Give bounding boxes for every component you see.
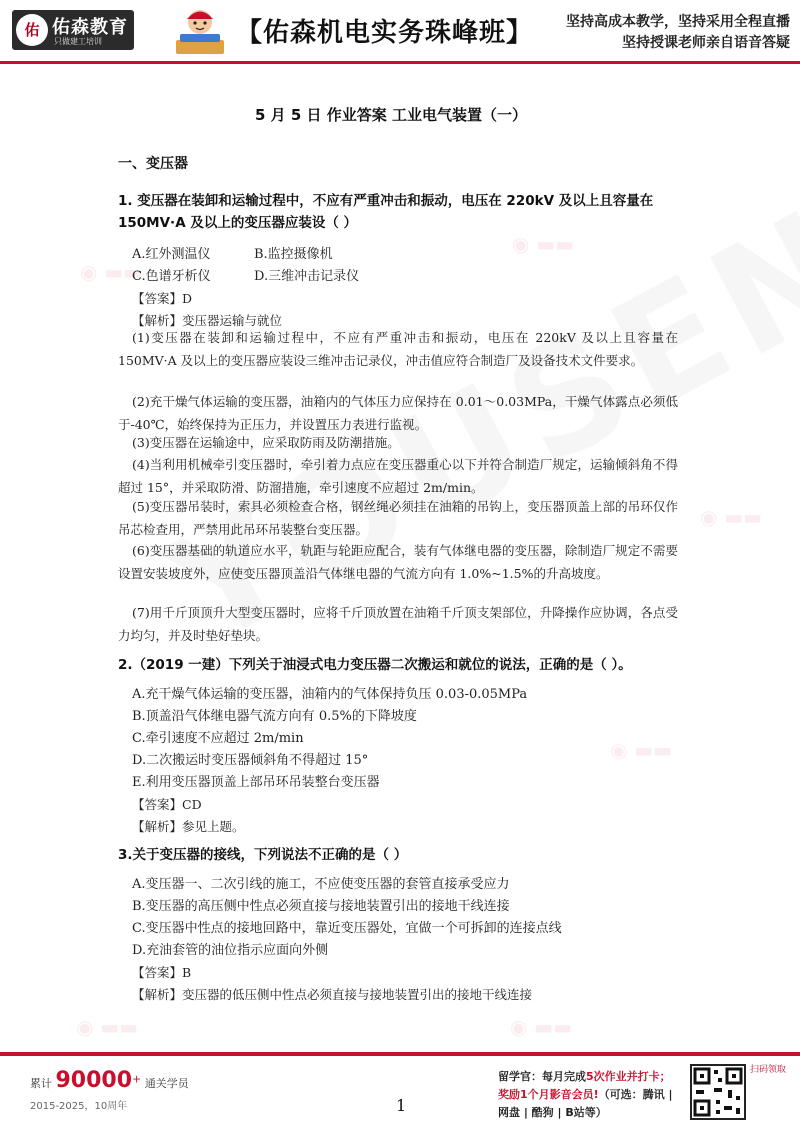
q3-option-d: D.充油套管的油位指示应面向外侧 bbox=[132, 943, 329, 958]
promo-line2-highlight: 奖励1个月影音会员! bbox=[498, 1088, 599, 1101]
q2-option-e: E.利用变压器顶盖上部吊环吊装整台变压器 bbox=[132, 775, 380, 790]
q2-option-b: B.顶盖沿气体继电器气流方向有 0.5%的下降坡度 bbox=[132, 709, 417, 724]
document-title: 5 月 5 日 作业答案 工业电气装置（一） bbox=[255, 106, 527, 124]
q1-option-d: D.三维冲击记录仪 bbox=[254, 269, 360, 284]
mascot-illustration bbox=[172, 6, 228, 56]
watermark-logo: ◉ ▬▬ bbox=[610, 738, 673, 762]
header-slogan-line1: 坚持高成本教学，坚持采用全程直播 bbox=[566, 14, 790, 30]
header-slogan-line2: 坚持授课老师亲自语音答疑 bbox=[622, 35, 790, 51]
page-header bbox=[0, 0, 800, 62]
footer-stats bbox=[30, 1068, 189, 1112]
footer-years: 2015-2025，10周年 bbox=[30, 1101, 128, 1112]
q1-analysis-point-6: (6)变压器基础的轨道应水平，轨距与轮距应配合，装有气体继电器的变压器，除制造厂规定不需要设置安装坡度外，应使变压器顶盖沿气体继电器的气流方向有 1.0%~1.5%的升高坡度。 bbox=[118, 543, 678, 581]
q2-analysis: 【解析】参见上题。 bbox=[132, 819, 245, 834]
count-prefix: 累计 bbox=[30, 1077, 52, 1090]
count-suffix: 通关学员 bbox=[144, 1077, 189, 1090]
q2-option-c: C.牵引速度不应超过 2m/min bbox=[132, 731, 304, 746]
page-number: 1 bbox=[396, 1096, 407, 1115]
question-2-stem: 2.（2019 一建）下列关于油浸式电力变压器二次搬运和就位的说法，正确的是（ ）。 bbox=[118, 657, 632, 673]
promo-line2-b: （可选：腾讯 | bbox=[598, 1088, 673, 1101]
q3-analysis: 【解析】变压器的低压侧中性点必须直接与接地装置引出的接地干线连接 bbox=[132, 987, 533, 1002]
q1-analysis-point-3: (3)变压器在运输途中，应采取防雨及防潮措施。 bbox=[132, 435, 400, 450]
watermark-logo: ◉ ▬▬ bbox=[700, 505, 763, 529]
watermark-logo: ◉ ▬▬ bbox=[512, 232, 575, 256]
question-1-stem bbox=[118, 190, 678, 234]
logo-mark: 佑 bbox=[16, 14, 48, 46]
q1-answer: 【答案】D bbox=[132, 291, 193, 306]
footer-divider bbox=[0, 1052, 800, 1056]
watermark-logo: ◉ ▬▬ bbox=[80, 260, 143, 284]
footer-promo bbox=[498, 1068, 683, 1122]
logo-name: 佑森教育 bbox=[52, 17, 128, 38]
count-value: 90000 bbox=[55, 1068, 133, 1093]
q1-option-a: A.红外测温仪 bbox=[132, 247, 211, 262]
count-plus: + bbox=[132, 1072, 142, 1086]
q2-option-d: D.二次搬运时变压器倾斜角不得超过 15° bbox=[132, 753, 369, 768]
q3-option-b: B.变压器的高压侧中性点必须直接与接地装置引出的接地干线连接 bbox=[132, 899, 510, 914]
header-slogan bbox=[566, 12, 790, 54]
qr-label: 扫码领取 bbox=[749, 1065, 786, 1075]
q1-option-b: B.监控摄像机 bbox=[254, 247, 333, 262]
brand-logo bbox=[12, 10, 134, 50]
q3-option-a: A.变压器一、二次引线的施工，不应使变压器的套管直接承受应力 bbox=[132, 877, 510, 892]
q2-option-a: A.充干燥气体运输的变压器，油箱内的气体保持负压 0.03-0.05MPa bbox=[132, 687, 528, 702]
q2-answer: 【答案】CD bbox=[132, 797, 202, 812]
q1-analysis-point-1: (1)变压器在装卸和运输过程中，不应有严重冲击和振动，电压在 220kV 及以上且容量在 150MV·A 及以上的变压器应装设三维冲击记录仪，冲击值应符合制造厂及设备技术文件要求。 bbox=[118, 330, 678, 368]
q3-answer: 【答案】B bbox=[132, 965, 192, 980]
q1-analysis: 【解析】变压器运输与就位 bbox=[132, 313, 283, 328]
q3-option-c: C.变压器中性点的接地回路中，靠近变压器处，宜做一个可拆卸的连接点线 bbox=[132, 921, 562, 936]
qr-code-icon[interactable] bbox=[690, 1064, 746, 1120]
promo-line3: 网盘 | 酷狗 | B站等） bbox=[498, 1106, 607, 1119]
promo-line1-a: 留学官：每月完成 bbox=[498, 1070, 586, 1083]
question-1-stem-line2: 150MV·A 及以上的变压器应装设（ ） bbox=[118, 215, 358, 231]
header-divider bbox=[0, 61, 800, 64]
q1-analysis-point-5: (5)变压器吊装时，索具必须检查合格，钢丝绳必须挂在油箱的吊钩上，变压器顶盖上部的吊环仅作吊芯检查用，严禁用此吊环吊装整台变压器。 bbox=[118, 499, 678, 537]
promo-line1-highlight: 5次作业并打卡； bbox=[586, 1070, 671, 1083]
question-3-stem: 3.关于变压器的接线，下列说法不正确的是（ ） bbox=[118, 847, 408, 863]
q1-analysis-point-4: (4)当利用机械牵引变压器时，牵引着力点应在变压器重心以下并符合制造厂规定，运输倾斜角不得超过 15°，并采取防滑、防溜措施，牵引速度不应超过 2m/min。 bbox=[118, 457, 678, 495]
header-title: 【佑森机电实务珠峰班】 bbox=[236, 18, 534, 48]
watermark-logo: ◉ ▬▬ bbox=[76, 1015, 139, 1039]
q1-option-c: C.色谱牙析仪 bbox=[132, 269, 211, 284]
section-heading: 一、变压器 bbox=[118, 156, 188, 172]
footer-student-count bbox=[30, 1068, 189, 1093]
watermark-logo: ◉ ▬▬ bbox=[510, 1015, 573, 1039]
question-1-stem-line1: 1. 变压器在装卸和运输过程中，不应有严重冲击和振动，电压在 220kV 及以上且容量在 bbox=[118, 193, 654, 209]
q1-analysis-point-2: (2)充干燥气体运输的变压器，油箱内的气体压力应保持在 0.01～0.03MPa，干燥气体露点必须低于-40℃，始终保持为正压力，并设置压力表进行监视。 bbox=[118, 394, 678, 432]
q1-analysis-point-7: (7)用千斤顶顶升大型变压器时，应将千斤顶放置在油箱千斤顶支架部位，升降操作应协调，各点受力均匀，并及时垫好垫块。 bbox=[118, 605, 678, 643]
logo-slogan: 只做建工培训 bbox=[54, 37, 102, 46]
